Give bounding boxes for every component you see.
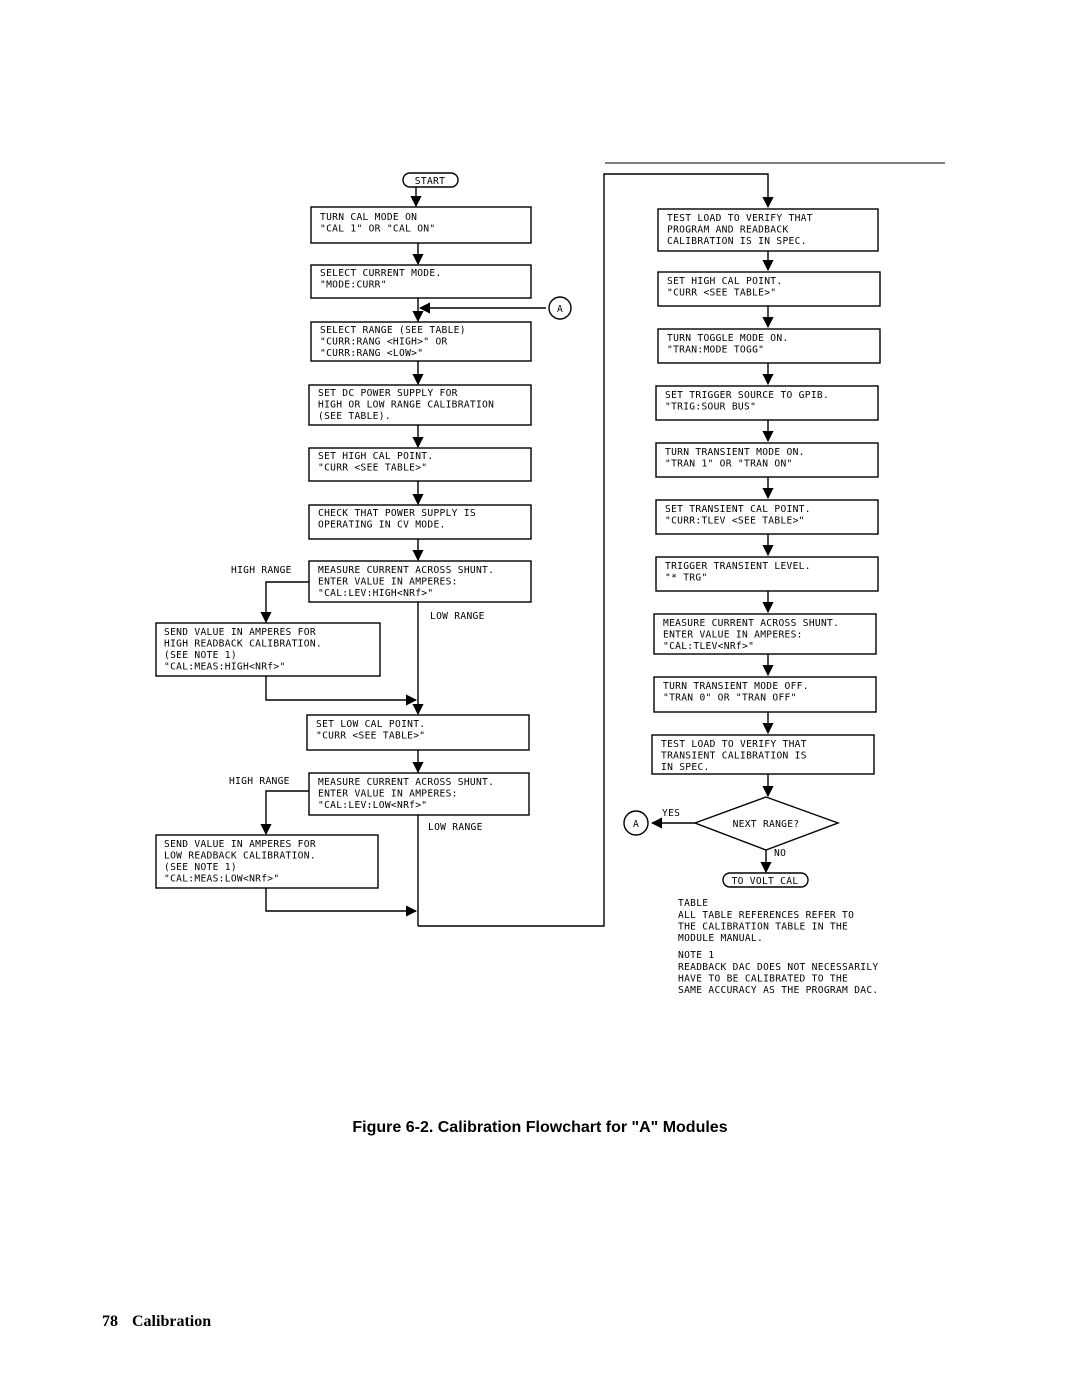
high-range-label-2: HIGH RANGE [229,776,290,787]
measure-low-text: MEASURE CURRENT ACROSS SHUNT. ENTER VALUE IN AMPERES: "CAL:LEV:LOW<NRf>" [318,777,495,811]
trigger-level-text: TRIGGER TRANSIENT LEVEL. "* TRG" [665,561,811,584]
to-volt-cal-label: TO VOLT CAL [731,876,799,887]
turn-cal-on-text: TURN CAL MODE ON "CAL 1" OR "CAL ON" [320,212,436,235]
set-low-cal-point-text: SET LOW CAL POINT. "CURR <SEE TABLE>" [316,719,426,742]
select-range-text: SELECT RANGE (SEE TABLE) "CURR:RANG <HIGH>" OR "CURR:RANG <LOW>" [320,325,466,359]
transient-off-text: TURN TRANSIENT MODE OFF. "TRAN 0" OR "TRAN OFF" [663,681,809,704]
toggle-mode-text: TURN TOGGLE MODE ON. "TRAN:MODE TOGG" [667,333,789,356]
low-range-label-2: LOW RANGE [428,822,483,833]
set-dc-supply-text: SET DC POWER SUPPLY FOR HIGH OR LOW RANGE CALIBRATION (SEE TABLE). [318,388,495,422]
section-name: Calibration [132,1313,212,1330]
low-range-label-1: LOW RANGE [430,611,485,622]
start-label: START [414,176,446,187]
high-range-label-1: HIGH RANGE [231,565,292,576]
set-high-cal-point-r-text: SET HIGH CAL POINT. "CURR <SEE TABLE>" [667,276,783,299]
connector-a-left-label: A [556,304,564,315]
trigger-source-text: SET TRIGGER SOURCE TO GPIB. "TRIG:SOUR BUS" [665,390,830,413]
table-heading: TABLE [678,898,709,909]
transient-cal-point-text: SET TRANSIENT CAL POINT. "CURR:TLEV <SEE TABLE>" [665,504,811,527]
test-load-program-text: TEST LOAD TO VERIFY THAT PROGRAM AND READBACK CALIBRATION IS IN SPEC. [667,213,813,247]
next-range-label: NEXT RANGE? [732,819,800,830]
measure-high-text: MEASURE CURRENT ACROSS SHUNT. ENTER VALUE IN AMPERES: "CAL:LEV:HIGH<NRf>" [318,565,495,599]
check-cv-mode-text: CHECK THAT POWER SUPPLY IS OPERATING IN CV MODE. [318,508,476,531]
note-1-heading: NOTE 1 [678,950,715,961]
send-low-readback-text: SEND VALUE IN AMPERES FOR LOW READBACK CALIBRATION. (SEE NOTE 1) "CAL:MEAS:LOW<NRf>" [164,839,316,885]
connector-a-right-label: A [632,819,640,830]
measure-tlev-text: MEASURE CURRENT ACROSS SHUNT. ENTER VALUE IN AMPERES: "CAL:TLEV<NRf>" [663,618,840,652]
note-1-text: READBACK DAC DOES NOT NECESSARILY HAVE TO BE CALIBRATED TO THE SAME ACCURACY AS THE PROGRAM DAC. [678,962,879,996]
test-load-transient-text: TEST LOAD TO VERIFY THAT TRANSIENT CALIBRATION IS IN SPEC. [661,739,807,773]
transient-on-text: TURN TRANSIENT MODE ON. "TRAN 1" OR "TRAN ON" [665,447,805,470]
send-high-readback-text: SEND VALUE IN AMPERES FOR HIGH READBACK CALIBRATION. (SEE NOTE 1) "CAL:MEAS:HIGH<NRf>" [164,627,322,673]
page-footer [102,1313,225,1331]
select-current-mode-text: SELECT CURRENT MODE. "MODE:CURR" [320,268,442,291]
table-note-text: ALL TABLE REFERENCES REFER TO THE CALIBRATION TABLE IN THE MODULE MANUAL. [678,910,855,944]
yes-label: YES [662,808,681,819]
page-number: 78 [102,1313,118,1330]
set-high-cal-point-text: SET HIGH CAL POINT. "CURR <SEE TABLE>" [318,451,434,474]
no-label: NO [774,848,787,859]
figure-caption: Figure 6-2. Calibration Flowchart for "A" Modules [352,1119,728,1136]
